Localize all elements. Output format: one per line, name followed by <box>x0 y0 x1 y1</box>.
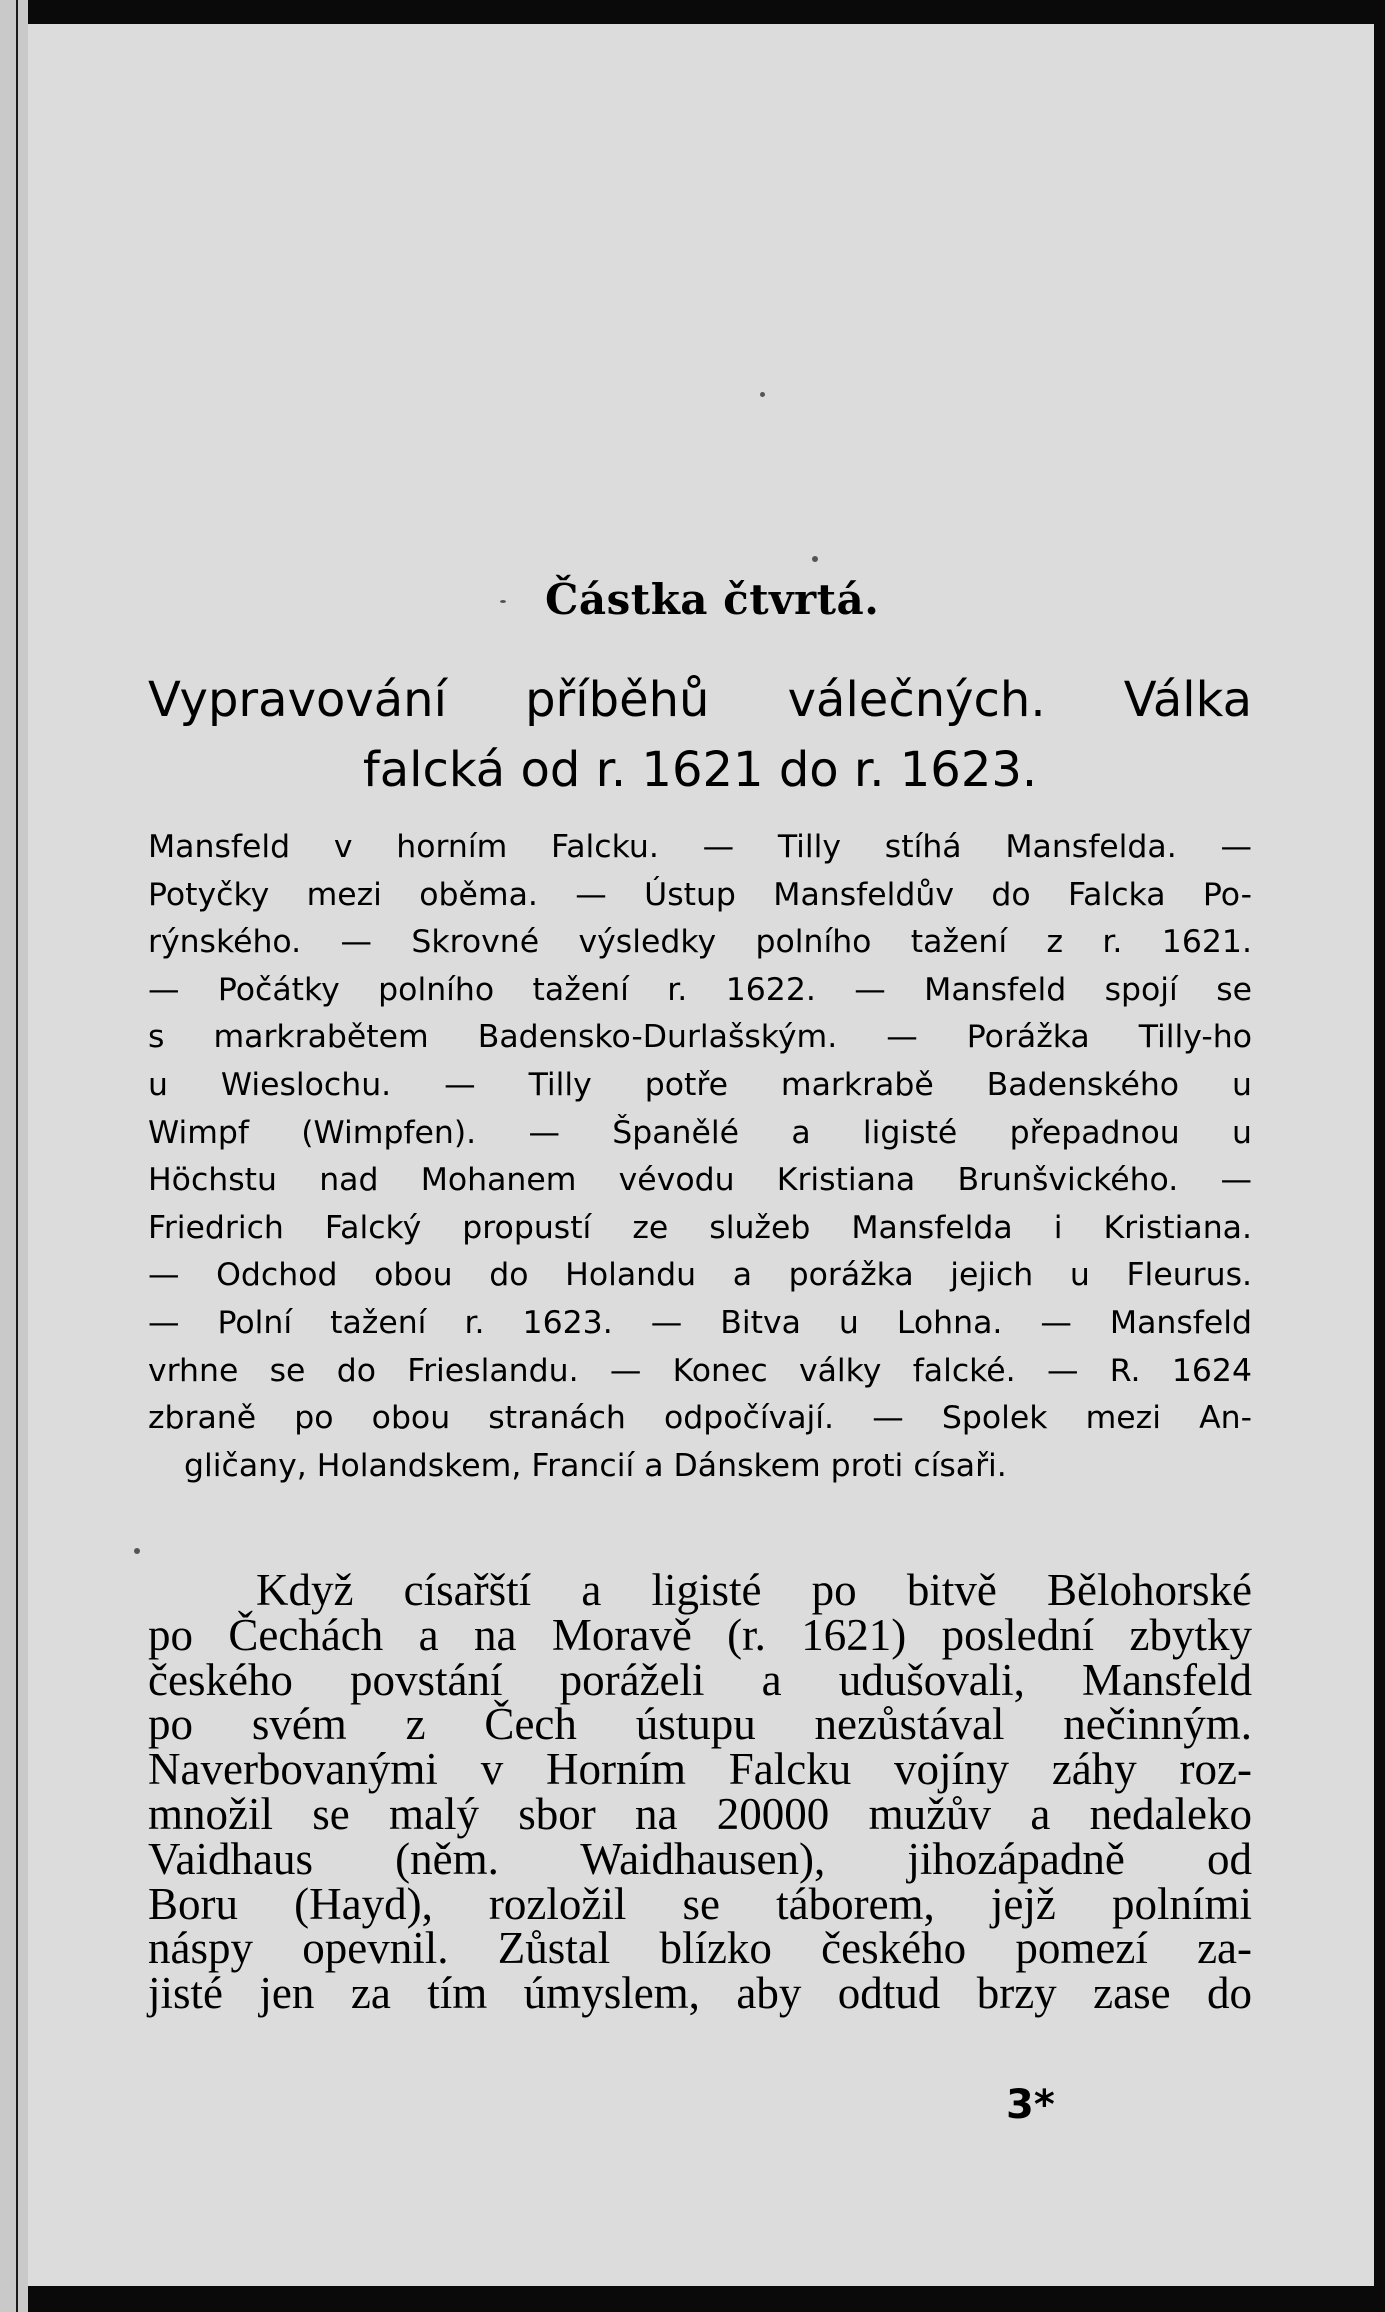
summary-line: zbraně po obou stranách odpočívají. — Spolek mezi An- <box>148 1400 1252 1437</box>
chapter-summary <box>148 824 1252 1490</box>
body-line: po svém z Čech ústupu nezůstával nečinným. <box>148 1699 1252 1750</box>
scan-speck <box>134 1548 140 1554</box>
body-line: českého povstání poráželi a udušovali, Mansfeld <box>148 1654 1252 1705</box>
summary-line: Wimpf (Wimpfen). — Španělé a ligisté přepadnou u <box>148 1114 1252 1151</box>
chapter-title-line: falcká od r. 1621 do r. 1623. <box>362 742 1038 798</box>
body-line: jisté jen za tím úmyslem, aby odtud brzy zase do <box>148 1968 1252 2019</box>
chapter-title <box>148 665 1252 805</box>
body-line: Boru (Hayd), rozložil se táborem, jejž polními <box>148 1878 1252 1929</box>
summary-line: vrhne se do Frieslandu. — Konec války falcké. — R. 1624 <box>148 1352 1252 1389</box>
summary-line: u Wieslochu. — Tilly potře markrabě Badenského u <box>148 1066 1252 1103</box>
part-title: Částka čtvrtá. <box>545 575 880 624</box>
summary-line: gličany, Holandskem, Francií a Dánskem proti císaři. <box>184 1447 1007 1484</box>
body-line: Naverbovanými v Horním Falcku vojíny záhy roz- <box>148 1744 1252 1795</box>
body-line: množil se malý sbor na 20000 mužův a nedaleko <box>148 1788 1252 1839</box>
body-line: Vaidhaus (něm. Waidhausen), jihozápadně od <box>148 1833 1252 1884</box>
summary-line: Friedrich Falcký propustí ze služeb Mansfelda i Kristiana. <box>148 1209 1252 1246</box>
scan-speck <box>760 392 765 397</box>
page-number: 3* <box>1006 2082 1055 2128</box>
body-line: Když císařští a ligisté po bitvě Bělohorské <box>256 1565 1252 1615</box>
summary-line: — Odchod obou do Holandu a porážka jejich u Fleurus. <box>148 1257 1252 1294</box>
scan-speck <box>812 556 818 562</box>
scan-left-margin <box>0 0 28 2312</box>
summary-line: s markrabětem Badensko-Durlašským. — Porážka Tilly-ho <box>148 1019 1252 1056</box>
summary-line: — Počátky polního tažení r. 1622. — Mansfeld spojí se <box>148 971 1252 1008</box>
scan-edge-line <box>16 0 18 2312</box>
summary-line: Mansfeld v horním Falcku. — Tilly stíhá Mansfelda. — <box>148 829 1252 865</box>
body-paragraph <box>148 1565 1252 2019</box>
summary-line: Potyčky mezi oběma. — Ústup Mansfeldův do Falcka Po- <box>148 876 1252 913</box>
body-line: po Čechách a na Moravě (r. 1621) poslední zbytky <box>148 1609 1252 1660</box>
summary-line: Höchstu nad Mohanem vévodu Kristiana Brunšvického. — <box>148 1162 1252 1199</box>
summary-line: — Polní tažení r. 1623. — Bitva u Lohna. — Mansfeld <box>148 1304 1252 1341</box>
body-line: náspy opevnil. Zůstal blízko českého pomezí za- <box>148 1923 1252 1974</box>
scan-speck <box>500 600 506 603</box>
chapter-title-line: Vypravování příběhů válečných. Válka <box>148 672 1252 728</box>
summary-line: rýnského. — Skrovné výsledky polního tažení z r. 1621. <box>148 924 1252 961</box>
